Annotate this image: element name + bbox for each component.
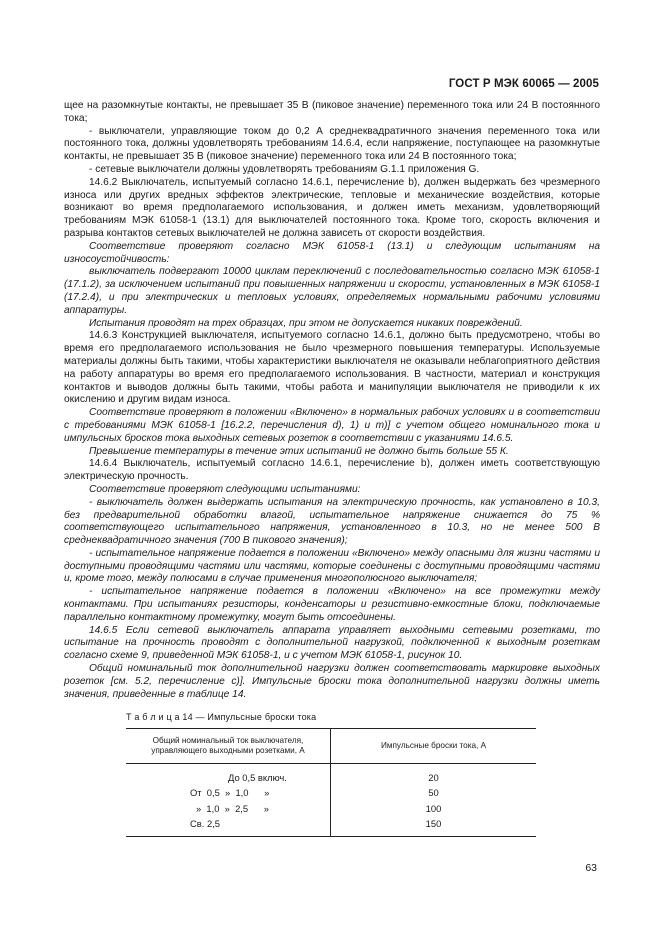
- table-row: [126, 764, 536, 786]
- paragraph: выключатель подвергают 10000 циклам переключений с последовательностью согласно МЭК 61058-1 (17.1.2), за исключением испытаний при повышенных напряжении и скорости, установленных в МЭК 61058-1 (17.2.4), и при электрических и тепловых условиях, определяемых нормальными рабочими условиями аппаратуры.: [64, 266, 600, 316]
- paragraph: Испытания проводят на трех образцах, при этом не допускается никаких повреждений.: [89, 317, 523, 329]
- paragraph: 14.6.2 Выключатель, испытуемый согласно 14.6.1, перечисление b), должен выдержать без чрезмерного износа или других вредных эффектов электрические, тепловые и механические воздействия, которые возникают во время предполагаемого использования, и должен иметь механизм, удовлетворяющий требованиям МЭК 61058-1 (13.1) для выключателей постоянного тока. Кроме того, скорость включения и разрыва контактов сетевых выключателей не должна зависеть от скорости воздействия.: [64, 176, 600, 239]
- page-number: 63: [585, 862, 597, 874]
- paragraph: Соответствие проверяют в положении «Включено» в нормальных рабочих условиях и в соответствии с требованиями МЭК 61058-1 [16.2.2, перечисления d), 1) и m)] с учетом общего номинального тока и импульсных бросков тока выходных сетевых розеток в соответствии с указаниями 14.6.5.: [64, 407, 600, 444]
- page-body: [64, 100, 600, 837]
- table-cell-value: 50: [428, 787, 439, 799]
- paragraph: Превышение температуры в течение этих испытаний не должно быть больше 55 К.: [89, 445, 509, 457]
- table-caption: Т а б л и ц а 14 — Импульсные броски тока: [126, 712, 317, 723]
- paragraph: 14.6.5 Если сетевой выключатель аппарата управляет выходными сетевыми розетками, то испытание на прочность проводят с дополнительной нагрузкой, подключенной к выходным розеткам согласно схеме 9, приведенной МЭК 61058-1, и с учетом МЭК 61058-1, рисунок 10.: [64, 624, 600, 662]
- table-header-rated-current: Общий номинальный ток выключателя, управляющего выходными розетками, А: [126, 729, 331, 764]
- paragraph: - выключатели, управляющие током до 0,2 А среднеквадратичного значения переменного тока или постоянного тока, должны удовлетворять требованиям 14.6.4, если напряжение, поступающее на разомкнутые контакты, не превышает 35 В (пиковое значение) переменного тока или 24 В постоянного тока;: [64, 125, 600, 163]
- table-cell-range: До 0,5 включ.: [126, 764, 331, 786]
- table-cell-range: » 1,0 » 2,5 »: [126, 801, 331, 817]
- table-row: [126, 786, 536, 802]
- impulse-current-table: [126, 728, 536, 837]
- table-cell-value: 100: [425, 802, 442, 814]
- paragraph: - испытательное напряжение подается в положении «Включено» на все промежутки между контактами. При испытаниях резисторы, конденсаторы и резистивно-емкостные блоки, подключаемые параллельно контактному промежутку, могут быть отсоединены.: [64, 586, 600, 623]
- table-cell-value: 20: [428, 771, 439, 783]
- paragraph: 14.6.3 Конструкцией выключателя, испытуемого согласно 14.6.1, должно быть предусмотрено, чтобы во время его предполагаемого использования не было чрезмерного повышения температуры. Используемые материалы должны быть такими, чтобы характеристики выключателя не оказывали неблагоприятного действия на работу аппаратуры во время его предполагаемого использования. В частности, материал и конструкция контактов и выводов должны быть такими, чтобы работа и манипуляции выключателя не приводили к их окислению и другим видам износа.: [64, 330, 600, 406]
- paragraph: Соответствие проверяют согласно МЭК 61058-1 (13.1) и следующим испытаниям на износоустойчивость:: [64, 240, 600, 265]
- table-row: [126, 801, 536, 817]
- table-row: [126, 817, 536, 837]
- table-header-impulse-current: Импульсные броски тока, А: [331, 729, 537, 764]
- paragraph: - испытательное напряжение подается в положении «Включено» между опасными для жизни частями и доступными проводящими частями или частями, которые соединены с доступными проводящими частями и, кроме того, между полюсами в случае применения многополюсного выключателя;: [64, 547, 600, 585]
- paragraph: Соответствие проверяют следующими испытаниями:: [89, 483, 361, 495]
- table-header-row: [126, 729, 536, 764]
- document-header: ГОСТ Р МЭК 60065 — 2005: [448, 78, 599, 90]
- paragraph: щее на разомкнутые контакты, не превышает 35 В (пиковое значение) переменного тока или 24 В постоянного тока;: [64, 100, 600, 124]
- text-body: [64, 100, 600, 701]
- table-cell-value: 150: [331, 817, 537, 837]
- table-cell-range: От 0,5 » 1,0 »: [126, 786, 331, 802]
- paragraph: - выключатель должен выдержать испытания на электрическую прочность, как установлено в 10.3, без предварительной обработки влагой, испытательное напряжение снижается до 75 % соответствующего испытательного напряжения, установленного в 10.3, но не менее 500 В среднеквадратичного значения (700 В пикового значения);: [64, 496, 600, 547]
- table-cell-range: Св. 2,5: [126, 817, 331, 837]
- paragraph: Общий номинальный ток дополнительной нагрузки должен соответствовать маркировке выходных розеток [см. 5.2, перечисление с)]. Импульсные броски тока дополнительной нагрузки должны иметь значения, приведенные в таблице 14.: [64, 663, 600, 700]
- paragraph: - сетевые выключатели должны удовлетворять требованиям G.1.1 приложения G.: [89, 163, 480, 175]
- paragraph: 14.6.4 Выключатель, испытуемый согласно 14.6.1, перечисление b), должен иметь соответствующую электрическую прочность.: [64, 458, 600, 483]
